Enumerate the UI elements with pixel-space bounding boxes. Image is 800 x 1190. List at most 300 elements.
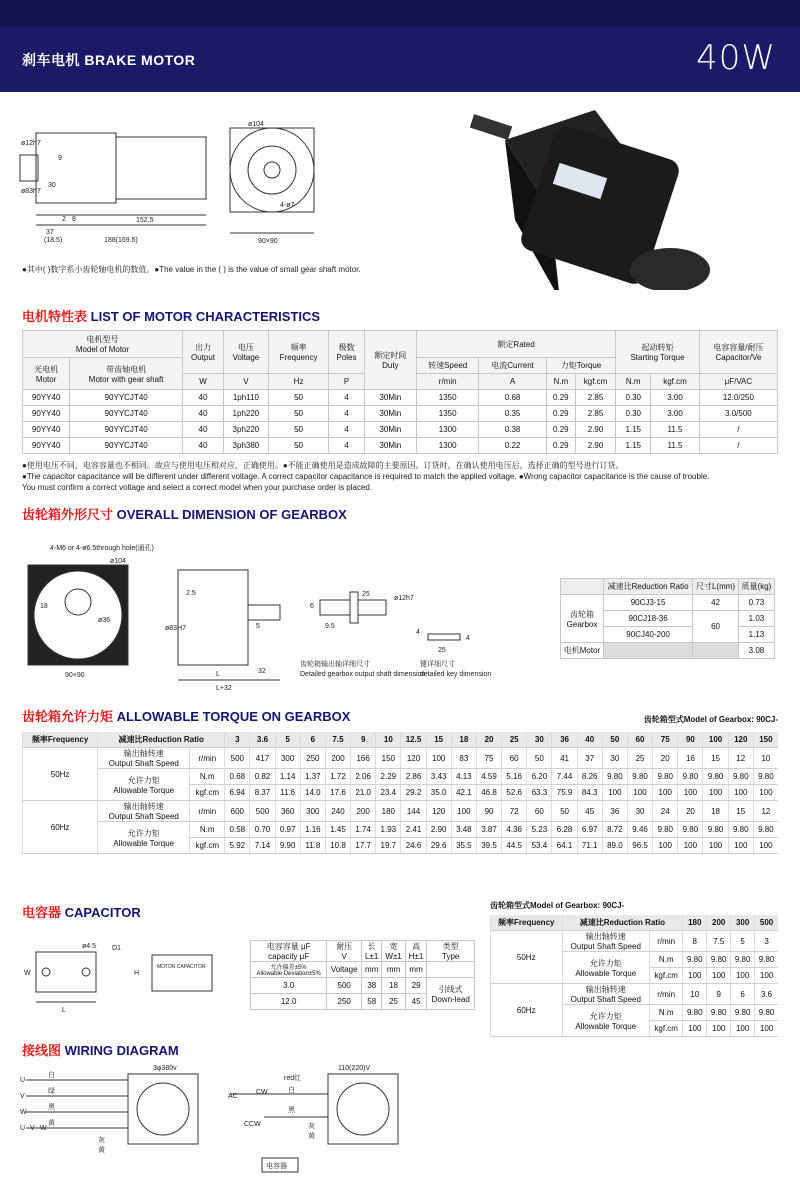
table-cell: 11.5 bbox=[651, 422, 700, 438]
value-cell: 90 bbox=[476, 801, 501, 822]
value-cell: 9.80 bbox=[707, 952, 731, 968]
value-cell: 3.87 bbox=[476, 822, 501, 838]
table-cell: 3.00 bbox=[651, 406, 700, 422]
value-cell: 35.5 bbox=[451, 838, 476, 854]
value-cell: 200 bbox=[325, 748, 350, 769]
value-cell: 100 bbox=[451, 801, 476, 822]
wiring-gray: 灰 bbox=[308, 1123, 315, 1130]
wiring-red: red红 bbox=[284, 1075, 302, 1082]
value-cell: 64.1 bbox=[552, 838, 577, 854]
value-cell: 9.80 bbox=[707, 1005, 731, 1021]
hdr-model: 电机型号 Model of Motor bbox=[23, 331, 183, 358]
value-cell: 21.0 bbox=[351, 785, 376, 801]
cap-row2-h: 45 bbox=[405, 994, 427, 1010]
gb-label-size: 90×90 bbox=[65, 672, 85, 679]
label-d83h7: ø83h7 bbox=[21, 188, 41, 195]
wiring-title-en: WIRING DIAGRAM bbox=[64, 1043, 179, 1058]
value-cell: 9.80 bbox=[755, 1005, 778, 1021]
table-cell: 1300 bbox=[416, 438, 478, 454]
unit-nm: N.m bbox=[546, 374, 575, 390]
value-cell: 2.06 bbox=[351, 769, 376, 785]
value-cell: 6.94 bbox=[225, 785, 250, 801]
value-cell: 100 bbox=[753, 838, 778, 854]
value-cell: 9.80 bbox=[728, 822, 753, 838]
value-cell: 12 bbox=[728, 748, 753, 769]
value-cell: 71.1 bbox=[577, 838, 602, 854]
value-cell: 53.4 bbox=[527, 838, 552, 854]
value-cell: 1.16 bbox=[300, 822, 325, 838]
unit-cell: r/min bbox=[190, 748, 225, 769]
table-cell: 90YYCJT40 bbox=[70, 406, 183, 422]
torque-small-model-label: 齿轮箱型式Model of Gearbox: 90CJ- bbox=[490, 901, 625, 910]
value-cell: 3 bbox=[755, 931, 778, 952]
cap-sub-w: mm bbox=[382, 962, 406, 978]
table-cell: 0.29 bbox=[546, 406, 575, 422]
value-cell: 17.7 bbox=[351, 838, 376, 854]
gbox-motor-mass: 3.08 bbox=[738, 643, 774, 659]
gb-label-25: 25 bbox=[362, 591, 370, 598]
ratio-cell: 90 bbox=[678, 732, 703, 748]
value-cell: 75 bbox=[476, 748, 501, 769]
motor-dim-note: ●其中( )数字系小齿轮轴电机的数值。●The value in the ( ) is the value of small gear shaft motor. bbox=[22, 265, 361, 274]
value-cell: 8 bbox=[683, 931, 707, 952]
cap-sub-l: mm bbox=[362, 962, 382, 978]
table-row bbox=[23, 406, 778, 422]
gb-label-l32: L+32 bbox=[216, 685, 232, 692]
table-cell: 3.0/500 bbox=[699, 406, 777, 422]
gb-label-32a: 32 bbox=[258, 668, 266, 675]
gb-label-6: 6 bbox=[310, 603, 314, 610]
torque-small-table bbox=[490, 915, 778, 1037]
value-cell: 14.0 bbox=[300, 785, 325, 801]
unit-cell: kgf.cm bbox=[650, 968, 683, 984]
value-cell: 72 bbox=[502, 801, 527, 822]
row-label: 允许力矩 Allowable Torque bbox=[98, 769, 190, 801]
cap-row1-h: 29 bbox=[405, 978, 427, 994]
gbox-head-ratio: 减速比Reduction Ratio bbox=[604, 579, 693, 595]
value-cell: 150 bbox=[376, 748, 401, 769]
value-cell: 8.26 bbox=[577, 769, 602, 785]
value-cell: 100 bbox=[731, 1021, 755, 1037]
value-cell: 100 bbox=[703, 785, 728, 801]
hdr-motor: 光电机 Motor bbox=[23, 358, 70, 390]
ratio-header: 减速比Reduction Ratio bbox=[98, 732, 225, 748]
ratio-cell: 3 bbox=[225, 732, 250, 748]
value-cell: 100 bbox=[703, 838, 728, 854]
value-cell: 84.3 bbox=[577, 785, 602, 801]
ratio-cell: 9 bbox=[351, 732, 376, 748]
row-label: 允许力矩 Allowable Torque bbox=[98, 822, 190, 854]
table-cell: 40 bbox=[182, 390, 223, 406]
value-cell: 75.9 bbox=[552, 785, 577, 801]
value-cell: 180 bbox=[376, 801, 401, 822]
wiring-cw: CW bbox=[256, 1089, 268, 1096]
wiring-3phase: 3φ380v bbox=[153, 1065, 177, 1072]
value-cell: 89.0 bbox=[602, 838, 627, 854]
wiring-ac: AC bbox=[228, 1093, 238, 1100]
value-cell: 7.44 bbox=[552, 769, 577, 785]
cap-sub-voltage: Voltage bbox=[327, 962, 362, 978]
gb-label-d104: ø104 bbox=[110, 558, 126, 565]
label-d104: ø104 bbox=[248, 121, 264, 128]
value-cell: 1.45 bbox=[325, 822, 350, 838]
table-row bbox=[23, 422, 778, 438]
table-cell: 90YY40 bbox=[23, 390, 70, 406]
gbox-ratio-1: 90CJ3-15 bbox=[604, 595, 693, 611]
value-cell: 45 bbox=[577, 801, 602, 822]
label-4-d7: 4-ø7 bbox=[280, 202, 295, 209]
unit-cell: r/min bbox=[650, 984, 683, 1005]
value-cell: 100 bbox=[627, 785, 652, 801]
unit-cell: r/min bbox=[650, 931, 683, 952]
gearbox-dim-title-cn: 齿轮箱外形尺寸 bbox=[22, 507, 114, 522]
gb-shaft-en: Detailed gearbox output shaft dimension bbox=[300, 671, 426, 678]
table-row bbox=[23, 748, 779, 769]
value-cell: 100 bbox=[728, 838, 753, 854]
gbox-l-1: 42 bbox=[693, 595, 739, 611]
value-cell: 46.8 bbox=[476, 785, 501, 801]
torque-title bbox=[22, 706, 350, 725]
freq-cell: 50Hz bbox=[23, 748, 98, 801]
wiring-wire-5: 灰 bbox=[98, 1137, 105, 1144]
unit-cell: N.m bbox=[650, 1005, 683, 1021]
gb-key-en: detailed key dimension bbox=[420, 671, 492, 678]
value-cell: 250 bbox=[300, 748, 325, 769]
value-cell: 100 bbox=[707, 968, 731, 984]
value-cell: 600 bbox=[225, 801, 250, 822]
table-cell: 2.90 bbox=[575, 422, 615, 438]
ratio-cell: 20 bbox=[476, 732, 501, 748]
wiring-wire-3: 黑 bbox=[48, 1104, 55, 1111]
cap-row2-capacity: 12.0 bbox=[251, 994, 327, 1010]
cap-head-width: 宽 W±1 bbox=[382, 941, 406, 962]
ratio-cell: 12.5 bbox=[401, 732, 426, 748]
table-cell: 0.68 bbox=[479, 390, 546, 406]
table-cell: 1350 bbox=[416, 390, 478, 406]
page-title: 刹车电机 BRAKE MOTOR bbox=[22, 52, 196, 68]
characteristics-title-cn: 电机特性表 bbox=[22, 309, 88, 324]
value-cell: 100 bbox=[678, 785, 703, 801]
unit-rmin: r/min bbox=[416, 374, 478, 390]
value-cell: 100 bbox=[683, 1021, 707, 1037]
value-cell: 100 bbox=[602, 785, 627, 801]
gb-key-cn: 键详细尺寸 bbox=[420, 661, 455, 668]
label-188: 188(169.5) bbox=[104, 237, 138, 244]
gbox-ratio-2: 90CJ18-36 bbox=[604, 611, 693, 627]
value-cell: 9.80 bbox=[731, 1005, 755, 1021]
hdr-frequency: 频率 Frequency bbox=[268, 331, 329, 374]
unit-hz: Hz bbox=[268, 374, 329, 390]
wiring-yellow: 黄 bbox=[308, 1133, 315, 1140]
value-cell: 42.1 bbox=[451, 785, 476, 801]
unit-cell: kgf.cm bbox=[190, 838, 225, 854]
value-cell: 8.37 bbox=[250, 785, 275, 801]
unit-cell: r/min bbox=[190, 801, 225, 822]
value-cell: 24.6 bbox=[401, 838, 426, 854]
ratio-cell: 40 bbox=[577, 732, 602, 748]
label-90x90: 90×90 bbox=[258, 238, 278, 245]
value-cell: 1.14 bbox=[275, 769, 300, 785]
table-cell: 50 bbox=[268, 390, 329, 406]
cap-head-height: 高 H±1 bbox=[405, 941, 427, 962]
table-row bbox=[23, 438, 778, 454]
ratio-cell: 36 bbox=[552, 732, 577, 748]
value-cell: 9.80 bbox=[627, 769, 652, 785]
value-cell: 200 bbox=[351, 801, 376, 822]
wiring-cap-box: 电容器 bbox=[266, 1163, 287, 1170]
table-cell: 90YY40 bbox=[23, 438, 70, 454]
value-cell: 0.70 bbox=[250, 822, 275, 838]
value-cell: 0.97 bbox=[275, 822, 300, 838]
value-cell: 60 bbox=[527, 801, 552, 822]
value-cell: 6 bbox=[731, 984, 755, 1005]
value-cell: 2.41 bbox=[401, 822, 426, 838]
ratio-cell: 60 bbox=[627, 732, 652, 748]
wiring-black: 黑 bbox=[288, 1107, 295, 1114]
label-30: 30 bbox=[48, 182, 56, 189]
value-cell: 30 bbox=[627, 801, 652, 822]
value-cell: 96.5 bbox=[627, 838, 652, 854]
cap-sub-type bbox=[427, 962, 475, 978]
wiring-wire-4: 黄 bbox=[48, 1120, 55, 1127]
label-18-5: (18.5) bbox=[44, 237, 63, 244]
power-rating: 40W bbox=[696, 38, 776, 78]
cap-row-type: 引线式 Down-lead bbox=[427, 978, 475, 1010]
ratio-cell: 18 bbox=[451, 732, 476, 748]
value-cell: 3.6 bbox=[755, 984, 778, 1005]
wiring-terminal-w2: W bbox=[40, 1125, 47, 1132]
hdr-capacitor: 电容容量/耐压 Capacitor/Ve bbox=[699, 331, 777, 374]
freq-header: 频率Frequency bbox=[23, 732, 98, 748]
table-row bbox=[23, 390, 778, 406]
ratio-cell: 500 bbox=[755, 915, 778, 931]
value-cell: 120 bbox=[401, 748, 426, 769]
value-cell: 100 bbox=[755, 968, 778, 984]
value-cell: 300 bbox=[275, 748, 300, 769]
ratio-cell: 75 bbox=[653, 732, 678, 748]
gb-label-9-5: 9.5 bbox=[325, 623, 335, 630]
table-cell: / bbox=[699, 422, 777, 438]
gb-key-4b: 4 bbox=[466, 635, 470, 642]
table-row bbox=[23, 769, 779, 785]
value-cell: 100 bbox=[728, 785, 753, 801]
ratio-cell: 5 bbox=[275, 732, 300, 748]
value-cell: 16 bbox=[678, 748, 703, 769]
value-cell: 2.90 bbox=[426, 822, 451, 838]
cap-row1-w: 18 bbox=[382, 978, 406, 994]
gearbox-dimension-drawing bbox=[20, 530, 520, 700]
unit-start-nm: N.m bbox=[616, 374, 651, 390]
ratio-cell: 3.6 bbox=[250, 732, 275, 748]
value-cell: 3.48 bbox=[451, 822, 476, 838]
label-37: 37 bbox=[46, 229, 54, 236]
table-cell: 50 bbox=[268, 422, 329, 438]
value-cell: 100 bbox=[683, 968, 707, 984]
value-cell: 0.68 bbox=[225, 769, 250, 785]
hdr-speed: 转速Speed bbox=[416, 358, 478, 374]
value-cell: 4.13 bbox=[451, 769, 476, 785]
table-cell: 2.85 bbox=[575, 406, 615, 422]
value-cell: 8.72 bbox=[602, 822, 627, 838]
unit-a: A bbox=[479, 374, 546, 390]
cap-head-voltage: 耐压 V bbox=[327, 941, 362, 962]
value-cell: 2.29 bbox=[376, 769, 401, 785]
table-row bbox=[491, 931, 779, 952]
value-cell: 100 bbox=[678, 838, 703, 854]
unit-w: W bbox=[182, 374, 223, 390]
table-cell: 3ph380 bbox=[224, 438, 269, 454]
ratio-cell: 150 bbox=[753, 732, 778, 748]
wiring-terminal-w1: W bbox=[20, 1109, 27, 1116]
value-cell: 60 bbox=[502, 748, 527, 769]
value-cell: 6.20 bbox=[527, 769, 552, 785]
cap-sub-h: mm bbox=[405, 962, 427, 978]
gb-label-5: 5 bbox=[256, 623, 260, 630]
table-cell: 30Min bbox=[364, 438, 416, 454]
value-cell: 9.80 bbox=[753, 822, 778, 838]
gbox-head-mass: 质量(kg) bbox=[738, 579, 774, 595]
table-cell: 0.30 bbox=[616, 390, 651, 406]
wiring-terminal-v1: V bbox=[20, 1093, 25, 1100]
gbox-ratio-3: 90CJ40-200 bbox=[604, 627, 693, 643]
ratio-header: 减速比Reduction Ratio bbox=[562, 915, 683, 931]
freq-header: 频率Frequency bbox=[491, 915, 563, 931]
table-cell: 3ph220 bbox=[224, 422, 269, 438]
hdr-current: 电流Current bbox=[479, 358, 546, 374]
gb-shaft-cn: 齿轮箱输出轴详细尺寸 bbox=[300, 661, 370, 668]
value-cell: 1.93 bbox=[376, 822, 401, 838]
value-cell: 10 bbox=[683, 984, 707, 1005]
capacitor-table bbox=[250, 940, 475, 1010]
ratio-cell: 120 bbox=[728, 732, 753, 748]
table-cell: 90YY40 bbox=[23, 406, 70, 422]
gbox-motor-label: 电机Motor bbox=[561, 643, 604, 659]
value-cell: 9.80 bbox=[755, 952, 778, 968]
torque-head-row bbox=[491, 915, 779, 931]
hdr-torque: 力矩Torque bbox=[546, 358, 615, 374]
table-cell: 50 bbox=[268, 406, 329, 422]
table-cell: 1ph220 bbox=[224, 406, 269, 422]
value-cell: 9 bbox=[707, 984, 731, 1005]
label-152-5: 152.5 bbox=[136, 217, 154, 224]
value-cell: 9.80 bbox=[678, 822, 703, 838]
gbox-mass-2: 1.03 bbox=[738, 611, 774, 627]
value-cell: 120 bbox=[426, 801, 451, 822]
value-cell: 12 bbox=[753, 801, 778, 822]
value-cell: 7.14 bbox=[250, 838, 275, 854]
wiring-ccw: CCW bbox=[244, 1121, 261, 1128]
value-cell: 5.16 bbox=[502, 769, 527, 785]
table-cell: 1.15 bbox=[616, 422, 651, 438]
hdr-output: 出力 Output bbox=[182, 331, 223, 374]
hdr-rated: 额定Rated bbox=[416, 331, 615, 358]
cap-row2-l: 58 bbox=[362, 994, 382, 1010]
value-cell: 18 bbox=[703, 801, 728, 822]
table-cell: 1350 bbox=[416, 406, 478, 422]
value-cell: 300 bbox=[300, 801, 325, 822]
cap-head-length: 长 L±1 bbox=[362, 941, 382, 962]
value-cell: 500 bbox=[225, 748, 250, 769]
row-label: 允许力矩 Allowable Torque bbox=[562, 952, 650, 984]
table-cell: 1.15 bbox=[616, 438, 651, 454]
gbox-l-2: 60 bbox=[693, 611, 739, 643]
wiring-white: 白 bbox=[288, 1087, 295, 1094]
table-cell: 2.85 bbox=[575, 390, 615, 406]
value-cell: 11.8 bbox=[300, 838, 325, 854]
table-cell: 30Min bbox=[364, 406, 416, 422]
hdr-poles: 极数 Poles bbox=[329, 331, 364, 374]
value-cell: 9.80 bbox=[753, 769, 778, 785]
wiring-terminal-u1: U bbox=[20, 1077, 26, 1084]
table-cell: 50 bbox=[268, 438, 329, 454]
value-cell: 24 bbox=[653, 801, 678, 822]
wiring-1phase: 110(220)V bbox=[338, 1065, 371, 1072]
value-cell: 50 bbox=[552, 801, 577, 822]
value-cell: 10.8 bbox=[325, 838, 350, 854]
torque-head-row bbox=[23, 732, 779, 748]
label-2: 2 bbox=[62, 216, 66, 223]
header-band bbox=[0, 0, 800, 26]
wiring-wire-6: 黄 bbox=[98, 1147, 105, 1154]
value-cell: 35.0 bbox=[426, 785, 451, 801]
value-cell: 240 bbox=[325, 801, 350, 822]
value-cell: 100 bbox=[707, 1021, 731, 1037]
row-label: 输出轴转速 Output Shaft Speed bbox=[562, 984, 650, 1005]
value-cell: 15 bbox=[728, 801, 753, 822]
table-cell: 0.29 bbox=[546, 390, 575, 406]
value-cell: 9.80 bbox=[683, 1005, 707, 1021]
value-cell: 25 bbox=[627, 748, 652, 769]
value-cell: 1.74 bbox=[351, 822, 376, 838]
page-header bbox=[0, 0, 800, 92]
wiring-title-cn: 接线图 bbox=[22, 1043, 62, 1058]
table-cell: 0.29 bbox=[546, 438, 575, 454]
capacitor-title bbox=[22, 902, 141, 921]
value-cell: 63.3 bbox=[527, 785, 552, 801]
gearbox-dim-title bbox=[22, 504, 347, 523]
gbox-mass-3: 1.13 bbox=[738, 627, 774, 643]
hdr-duty: 额定时间 Duty bbox=[364, 331, 416, 390]
gb-label-l: L bbox=[216, 671, 220, 678]
table-cell: 0.22 bbox=[479, 438, 546, 454]
value-cell: 500 bbox=[250, 801, 275, 822]
value-cell: 0.82 bbox=[250, 769, 275, 785]
cap-sub-deviation: 允许偏差±5% Allowable Deviation±5% bbox=[251, 962, 327, 978]
unit-cell: N.m bbox=[650, 952, 683, 968]
wiring-terminal-v2: V bbox=[30, 1125, 35, 1132]
value-cell: 20 bbox=[653, 748, 678, 769]
cap-w: W bbox=[24, 970, 31, 977]
gbox-gearbox-label: 齿轮箱 Gearbox bbox=[561, 595, 604, 643]
value-cell: 9.80 bbox=[703, 822, 728, 838]
characteristics-title-en: LIST OF MOTOR CHARACTERISTICS bbox=[90, 309, 321, 324]
value-cell: 0.58 bbox=[225, 822, 250, 838]
table-cell: 11.5 bbox=[651, 438, 700, 454]
value-cell: 9.80 bbox=[653, 769, 678, 785]
cap-h: H bbox=[134, 970, 140, 977]
table-cell: 30Min bbox=[364, 422, 416, 438]
gb-label-d12: ø12h7 bbox=[394, 595, 414, 602]
value-cell: 5.92 bbox=[225, 838, 250, 854]
value-cell: 4.36 bbox=[502, 822, 527, 838]
cap-d45: ø4.5 bbox=[82, 943, 97, 950]
table-row bbox=[23, 822, 779, 838]
value-cell: 52.6 bbox=[502, 785, 527, 801]
table-cell: 90YY40 bbox=[23, 422, 70, 438]
value-cell: 41 bbox=[552, 748, 577, 769]
value-cell: 20 bbox=[678, 801, 703, 822]
value-cell: 83 bbox=[451, 748, 476, 769]
